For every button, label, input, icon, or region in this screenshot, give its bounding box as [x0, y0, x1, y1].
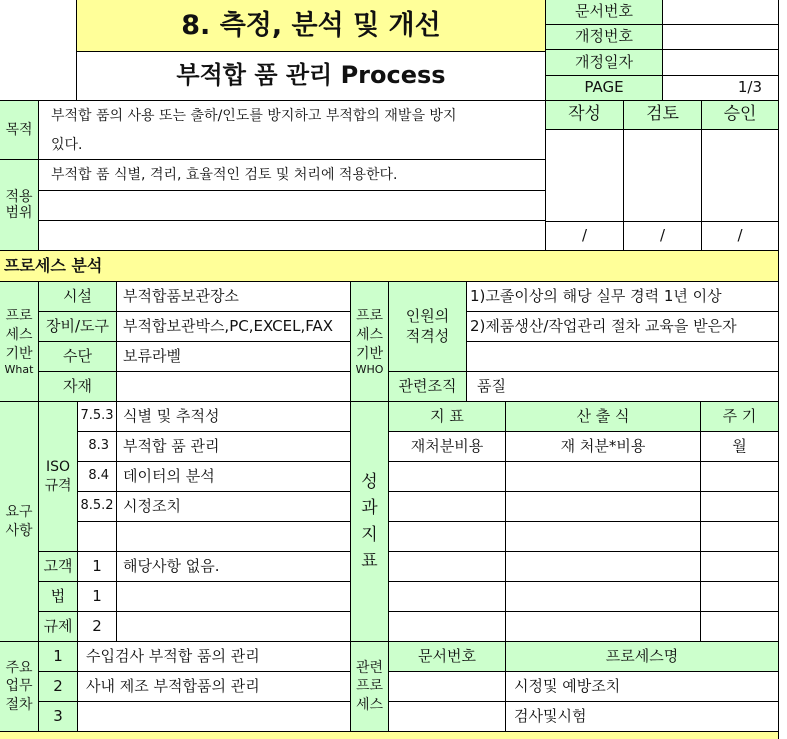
kpi-row3-index: [389, 492, 506, 522]
scope-blank-1: [39, 191, 546, 221]
bottom-section-strip: [0, 732, 779, 739]
kpi-row3-formula: [506, 492, 701, 522]
kpi-row2-index: [389, 462, 506, 492]
kpi-header-formula: 산 출 식: [506, 402, 701, 432]
requirements-label: [0, 402, 39, 642]
iso-label-text: ISO 규격: [44, 459, 72, 494]
scope-label-text: 적용 범위: [5, 188, 33, 221]
procedures-label: [0, 642, 39, 732]
procedure-no-1: 1: [39, 642, 78, 672]
page-subtitle: 부적합 품 관리 Process: [77, 52, 546, 101]
what-label: [0, 282, 39, 402]
procedure-text-2: 사내 제조 부적합품의 관리: [78, 672, 351, 702]
related-doc-2: [389, 702, 506, 732]
iso-text-3: 데이터의 분석: [117, 462, 351, 492]
who-label: [351, 282, 389, 402]
what-key-facility: 시설: [39, 282, 117, 312]
approval-approve-header: 승인: [702, 101, 779, 130]
approval-approve-sign[interactable]: [702, 130, 779, 222]
kpi-row5-period: [701, 552, 779, 582]
approval-review-sign[interactable]: [624, 130, 702, 222]
procedure-no-2: 2: [39, 672, 78, 702]
kpi-row1-formula: 재 처분*비용: [506, 432, 701, 462]
kpi-label: [351, 402, 389, 642]
who-label-text: 프로 세스 기반: [355, 307, 384, 362]
who-org-value: 품질: [467, 372, 779, 402]
what-value-material: [117, 372, 351, 402]
procedures-label-text: 주요 업무 절차: [5, 660, 33, 713]
kpi-row7-period: [701, 612, 779, 642]
iso-no-3: 8.4: [78, 462, 117, 492]
kpi-row5-index: [389, 552, 506, 582]
what-value-equipment: 부적합보관박스,PC,EXCEL,FAX: [117, 312, 351, 342]
law-label: 법: [39, 582, 78, 612]
kpi-row7-formula: [506, 612, 701, 642]
purpose-text-line2: 있다.: [39, 131, 546, 160]
related-name-2: 검사및시험: [506, 702, 779, 732]
what-value-means: 보류라벨: [117, 342, 351, 372]
kpi-row6-index: [389, 582, 506, 612]
what-sub-label: What: [4, 362, 34, 376]
kpi-label-text: 성 과 지 표: [361, 471, 378, 571]
meta-label-rev-date: 개정일자: [546, 50, 663, 76]
requirements-label-text: 요구 사항: [5, 504, 33, 539]
kpi-header-period: 주 기: [701, 402, 779, 432]
related-label: [351, 642, 389, 732]
what-key-equipment: 장비/도구: [39, 312, 117, 342]
what-value-facility: 부적합품보관장소: [117, 282, 351, 312]
who-sub-label: WHO: [355, 362, 384, 376]
customer-label: 고객: [39, 552, 78, 582]
meta-value-page: 1/3: [663, 76, 779, 101]
kpi-row1-index: 재처분비용: [389, 432, 506, 462]
who-qualification-1: 1)고졸이상의 해당 실무 경력 1년 이상: [467, 282, 779, 312]
iso-text-5: [117, 522, 351, 552]
iso-label: [39, 402, 78, 552]
approval-write-sign[interactable]: [546, 130, 624, 222]
iso-text-4: 시정조치: [117, 492, 351, 522]
kpi-row2-formula: [506, 462, 701, 492]
meta-value-rev-date: [663, 50, 779, 76]
what-key-material: 자재: [39, 372, 117, 402]
kpi-row4-period: [701, 522, 779, 552]
meta-label-page: PAGE: [546, 76, 663, 101]
approval-review-header: 검토: [624, 101, 702, 130]
regulation-label: 규제: [39, 612, 78, 642]
scope-label: [0, 160, 39, 251]
approval-write-date: /: [546, 222, 624, 251]
related-name-1: 시정및 예방조치: [506, 672, 779, 702]
scope-blank-2: [39, 221, 546, 251]
meta-label-rev-no: 개정번호: [546, 25, 663, 50]
kpi-row4-index: [389, 522, 506, 552]
approval-write-header: 작성: [546, 101, 624, 130]
what-label-text: 프로 세스 기반: [5, 307, 33, 362]
regulation-no: 2: [78, 612, 117, 642]
kpi-row4-formula: [506, 522, 701, 552]
page-title: 8. 측정, 분석 및 개선: [77, 0, 546, 52]
iso-no-4: 8.5.2: [78, 492, 117, 522]
kpi-row3-period: [701, 492, 779, 522]
who-qualification-2: 2)제품생산/작업관리 절차 교육을 받은자: [467, 312, 779, 342]
who-qualification-label: [389, 282, 467, 372]
approval-approve-date: /: [702, 222, 779, 251]
kpi-row6-formula: [506, 582, 701, 612]
related-label-text: 관련 프로 세스: [355, 660, 384, 713]
law-text: [117, 582, 351, 612]
related-doc-header: 문서번호: [389, 642, 506, 672]
iso-text-2: 부적합 품 관리: [117, 432, 351, 462]
kpi-row2-period: [701, 462, 779, 492]
scope-text: 부적합 품 식별, 격리, 효율적인 검토 및 처리에 적용한다.: [39, 160, 546, 191]
regulation-text: [117, 612, 351, 642]
kpi-row6-period: [701, 582, 779, 612]
iso-text-1: 식별 및 추적성: [117, 402, 351, 432]
process-analysis-title: 프로세스 분석: [0, 251, 779, 282]
purpose-label: 목적: [0, 101, 39, 160]
related-name-header: 프로세스명: [506, 642, 779, 672]
meta-value-doc-no: [663, 0, 779, 25]
kpi-row5-formula: [506, 552, 701, 582]
procedure-text-1: 수입검사 부적합 품의 관리: [78, 642, 351, 672]
what-key-means: 수단: [39, 342, 117, 372]
meta-value-rev-no: [663, 25, 779, 50]
iso-no-5: [78, 522, 117, 552]
meta-label-doc-no: 문서번호: [546, 0, 663, 25]
purpose-text-line1: 부적합 품의 사용 또는 출하/인도를 방지하고 부적합의 재발을 방지: [39, 101, 546, 131]
procedure-text-3: [78, 702, 351, 732]
sheet-right-margin: [779, 0, 787, 739]
customer-no: 1: [78, 552, 117, 582]
approval-review-date: /: [624, 222, 702, 251]
related-doc-1: [389, 672, 506, 702]
kpi-header-index: 지 표: [389, 402, 506, 432]
logo-cell: [0, 0, 77, 101]
kpi-row7-index: [389, 612, 506, 642]
kpi-row1-period: 월: [701, 432, 779, 462]
who-org-label: 관련조직: [389, 372, 467, 402]
who-qualification-3: [467, 342, 779, 372]
iso-no-2: 8.3: [78, 432, 117, 462]
procedure-no-3: 3: [39, 702, 78, 732]
customer-text: 해당사항 없음.: [117, 552, 351, 582]
iso-no-1: 7.5.3: [78, 402, 117, 432]
law-no: 1: [78, 582, 117, 612]
who-qualification-label-text: 인원의 적격성: [405, 307, 450, 345]
